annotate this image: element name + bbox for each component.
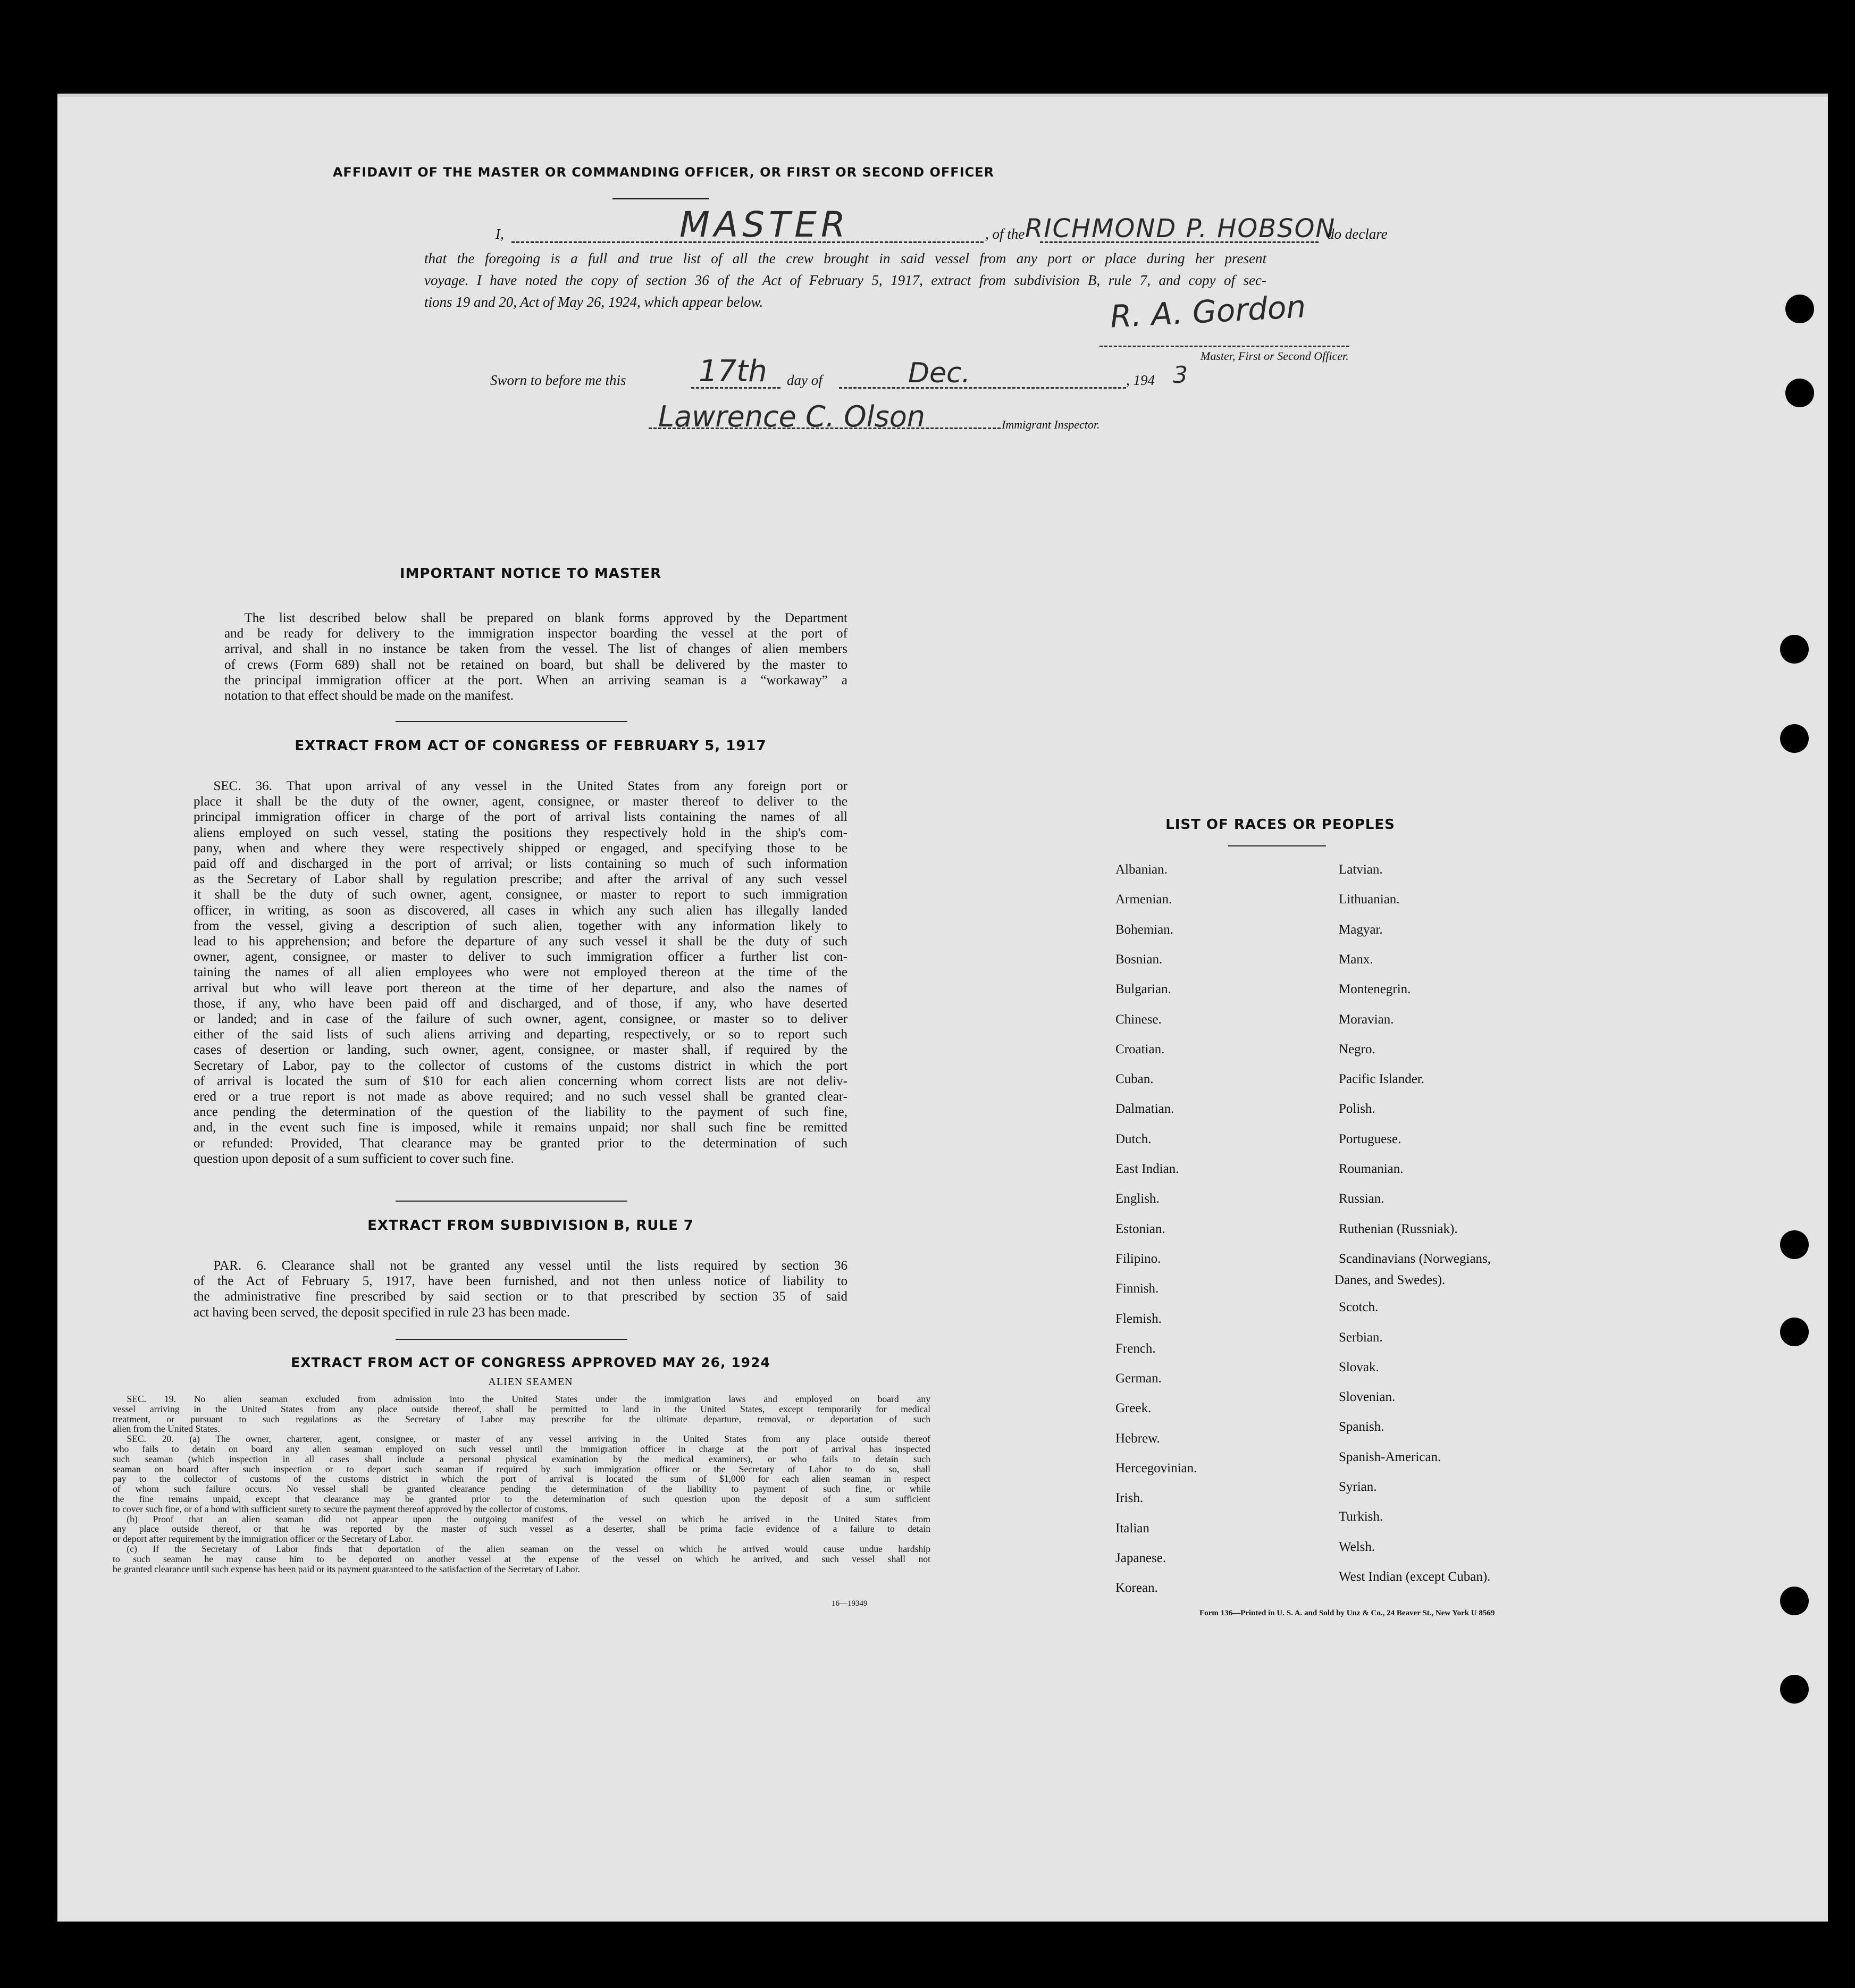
race-item: Welsh. [1339,1540,1375,1554]
race-item: Russian. [1339,1192,1384,1206]
inspector-caption: Immigrant Inspector. [1002,418,1100,431]
text-line: principal immigration officer in charge of the port of arrival lists containing the names of all [194,810,847,825]
form-page [57,94,1828,1922]
notice-title: IMPORTANT NOTICE TO MASTER [399,566,662,582]
race-item: Italian [1115,1521,1149,1536]
race-item: Latvian. [1339,862,1383,877]
text-line: act having been served, the deposit specified in rule 23 has been made. [194,1305,570,1320]
text-line: such seaman (which inspection in all cases shall include a personal physical examination by the medical examiners), or who fails to detain such [113,1454,930,1464]
divider-2 [396,1201,627,1202]
extract-1924-title: EXTRACT FROM ACT OF CONGRESS APPROVED MAY 26, 1924 [291,1355,770,1370]
text-line: the fine remains unpaid, except that clearance may be granted prior to the determination of such question upon the deposit of a sum sufficient [113,1494,930,1504]
extract-1924-body [113,1394,930,1574]
text-line: those, if any, who have been paid off and discharged, and of those, if any, who have deserted [194,996,847,1011]
text-line: The list described below shall be prepared on blank forms approved by the Department [244,611,847,625]
race-item: German. [1115,1371,1162,1386]
text-line: and, in the event such fine is imposed, while it remains unpaid; nor shall such fine be remitted [194,1120,847,1135]
race-item: Pacific Islander. [1339,1072,1425,1086]
punch-hole [1780,724,1809,753]
race-item: Bohemian. [1115,922,1174,937]
form-code: 16—19349 [832,1599,868,1608]
text-line: question upon deposit of a sum sufficient to cover such fine. [194,1151,514,1166]
master-signature: R. A. Gordon [1109,288,1307,335]
race-item: Negro. [1339,1042,1375,1056]
signature-caption: Master, First or Second Officer. [1201,349,1349,363]
race-item: Chinese. [1115,1012,1162,1027]
text-line: and be ready for delivery to the immigration inspector boarding the vessel at the port of [224,626,847,641]
text-line: of whom such failure occurs. No vessel shall be granted clearance pending the determination of the liability to payment of such fine, or while [113,1484,930,1494]
text-line: lead to his apprehension; and before the departure of any such vessel it shall be the duty of such [194,934,847,949]
text-line: seaman on board after such inspection or to deport such seaman if required by such immigration officer or the Secretary of Labor to do so, shall [113,1464,930,1474]
text-line: vessel arriving in the United States from any place outside thereof, shall be permitted to land in the United States, except temporarily for medical [113,1404,930,1414]
title-rule [612,198,709,199]
race-item: English. [1115,1192,1160,1206]
race-item: Hercegovinian. [1115,1461,1197,1475]
race-item: Armenian. [1115,892,1172,907]
extract-1924-subtitle: ALIEN SEAMEN [488,1376,573,1388]
text-line: arrival but who will leave port thereon at the time of her departure, and also the names of [194,980,847,995]
race-item: Montenegrin. [1339,982,1411,996]
text-line: SEC. 20. (a) The owner, charterer, agent, consignee, or master of any vessel arriving in the United States from any place outside thereof [127,1434,930,1444]
text-line: PAR. 6. Clearance shall not be granted any vessel until the lists required by section 36 [213,1259,847,1273]
races-title: LIST OF RACES OR PEOPLES [1165,817,1395,833]
race-item: Portuguese. [1339,1132,1401,1146]
race-item: Japanese. [1115,1551,1166,1565]
of-the-label: , of the [985,226,1025,242]
text-line: pany, when and where they were respectively shipped or engaged, and specifying those to be [194,841,847,855]
race-item: Manx. [1339,952,1373,967]
races-title-rule [1228,845,1326,846]
text-line: (b) Proof that an alien seaman did not appear upon the outgoing manifest of the vessel on which he arrived in the United States from [127,1514,930,1524]
text-line: of the Act of February 5, 1917, have been furnished, and not then unless notice of liability to [194,1274,847,1289]
punch-hole [1780,1318,1809,1346]
affidavit-body-1: that the foregoing is a full and true list of all the crew brought in said vessel from any port or place during her present [424,250,1266,266]
text-line: to cover such fine, or of a bond with sufficient surety to secure the payment thereof approved by the collector of customs. [113,1504,568,1514]
inspector-signature: Lawrence C. Olson [658,400,926,433]
text-line: or deport after requirement by the immigration officer or the Secretary of Labor. [113,1534,413,1544]
month-handwritten: Dec. [908,357,971,389]
text-line: treatment, or pursuant to such regulations as the Secretary of Labor may prescribe for the ultimate departure, removal, or deportation of such [113,1414,930,1424]
text-line: alien from the United States. [113,1424,220,1435]
race-item: Bosnian. [1115,952,1163,967]
race-item: Ruthenian (Russniak). [1339,1222,1458,1236]
signature-line [1099,346,1349,347]
punch-hole [1780,1675,1809,1704]
text-line: to such seaman he may cause him to be deported on another vessel at the expense of the vessel on which he arrived, and such vessel shall not [113,1554,930,1564]
text-line: the administrative fine prescribed by said section or to that prescribed by section 35 of said [194,1289,847,1304]
race-item: Irish. [1115,1491,1144,1505]
text-line: or landed; and in case of the failure of such owner, agent, consignee, or master so to deliver [194,1012,847,1027]
vessel-handwritten: RICHMOND P. HOBSON [1025,214,1336,244]
text-line: or refunded: Provided, That clearance may be granted prior to the determination of such [194,1136,847,1151]
text-line: it shall be the duty of such owner, agent, consignee, or master to report to such immigration [194,887,847,902]
race-item: Bulgarian. [1115,982,1171,996]
race-item: Greek. [1115,1401,1152,1415]
text-line: aliens employed on such vessel, stating the positions they respectively hold in the ship's com- [194,825,847,840]
divider-1 [396,721,627,722]
race-item: Slovenian. [1339,1390,1396,1404]
sworn-label: Sworn to before me this [490,372,626,388]
text-line: SEC. 36. That upon arrival of any vessel in the United States from any foreign port or [213,779,847,793]
text-line: either of the said lists of such aliens arriving and departing, respectively, or so to report such [194,1027,847,1042]
race-item: Scandinavians (Norwegians, [1339,1252,1491,1266]
race-item: Finnish. [1115,1281,1159,1296]
text-line: taining the names of all alien employees who were not employed thereon at the time of the [194,965,847,980]
race-item: Spanish-American. [1339,1450,1441,1464]
race-item: Cuban. [1115,1072,1154,1086]
text-line: ance pending the determination of the question of the liability to the payment of such fine, [194,1105,847,1120]
text-line: SEC. 19. No alien seaman excluded from admission into the United States under the immigration laws and employed on board any [127,1394,930,1404]
rank-handwritten: MASTER [679,204,850,245]
text-line: owner, agent, consignee, or master to deliver to such immigration officer a further list con- [194,950,847,964]
text-line: be granted clearance until such expense has been paid or its payment guaranteed to the satisfaction of the Secretary of Labor. [113,1564,580,1574]
race-item: West Indian (except Cuban). [1339,1570,1491,1584]
text-line: the principal immigration officer at the port. When an arriving seaman is a “workaway” a [224,673,847,687]
race-item: Hebrew. [1115,1431,1160,1446]
race-item: Spanish. [1339,1420,1384,1434]
race-item: Moravian. [1339,1012,1394,1027]
text-line: who fails to detain on board any alien seaman employed on such vessel until the immigration officer in charge at the port of arrival has inspected [113,1444,930,1454]
race-item: French. [1115,1341,1156,1356]
text-line: officer, in writing, as soon as discovered, all cases in which any such alien has illegally landed [194,903,847,918]
text-line: Secretary of Labor, pay to the collector of customs of the customs district in which the port [194,1058,847,1073]
race-item: Serbian. [1339,1330,1383,1345]
race-item: Roumanian. [1339,1162,1404,1176]
punch-hole [1780,635,1809,664]
race-item: East Indian. [1115,1162,1179,1176]
race-item: Polish. [1339,1102,1375,1116]
race-item: Flemish. [1115,1312,1162,1326]
text-line: paid off and discharged in the port of arrival; or lists containing so much of such information [194,857,847,871]
race-item: Syrian. [1339,1480,1377,1494]
extract-1917-body [194,778,847,1167]
race-item: Scotch. [1339,1300,1379,1314]
printer-footer: Form 136—Printed in U. S. A. and Sold by Unz & Co., 24 Beaver St., New York U 8569 [1199,1609,1495,1617]
affidavit-body-2: voyage. I have noted the copy of section 36 of the Act of February 5, 1917, extract from subdivision B, rule 7, and copy of sec- [424,272,1266,288]
race-item: Albanian. [1115,862,1168,877]
affidavit-title: AFFIDAVIT OF THE MASTER OR COMMANDING OFFICER, OR FIRST OR SECOND OFFICER [332,165,995,180]
day-handwritten: 17th [699,354,767,389]
text-line: arrival, and shall in no instance be taken from the vessel. The list of changes of alien members [224,642,847,657]
text-line: of crews (Form 689) shall not be retained on board, but shall be delivered by the master to [224,657,847,672]
do-declare-label: do declare [1327,226,1388,242]
divider-3 [396,1339,627,1340]
race-item: Estonian. [1115,1222,1165,1236]
race-item: Croatian. [1115,1042,1165,1056]
rule7-title: EXTRACT FROM SUBDIVISION B, RULE 7 [367,1218,694,1234]
text-line: ered or a true report is not made as above required; and no such vessel shall be granted clear- [194,1089,847,1104]
punch-hole [1785,379,1814,407]
rule7-body [194,1258,847,1320]
race-item: Dutch. [1115,1132,1152,1146]
year-prefix: , 194 [1126,372,1155,388]
text-line: pay to the collector of customs of the customs district in which the port of arrival is located the sum of $1,000 for each alien seaman in respect [113,1474,930,1484]
affidavit-i-label: I, [496,226,504,242]
punch-hole [1785,295,1814,323]
text-line: place it shall be the duty of the owner, agent, consignee, or master thereof to deliver to the [194,794,847,809]
text-line: cases of desertion or landing, such owner, agent, consignee, or master shall, if required by the [194,1043,847,1058]
race-item: Magyar. [1339,922,1383,937]
notice-body [224,610,847,703]
race-item: Slovak. [1339,1360,1379,1374]
extract-1917-title: EXTRACT FROM ACT OF CONGRESS OF FEBRUARY 5, 1917 [295,738,767,754]
day-of-label: day of [787,372,822,388]
text-line: of arrival is located the sum of $10 for each alien concerning whom correct lists are not deliv- [194,1073,847,1088]
month-line [839,387,1126,389]
race-item: Korean. [1115,1581,1158,1595]
text-line: (c) If the Secretary of Labor finds that deportation of the alien seaman on the vessel on which he arrived would cause undue hardship [127,1544,930,1554]
punch-hole [1780,1230,1809,1259]
race-item: Filipino. [1115,1252,1161,1266]
punch-hole [1780,1587,1809,1615]
text-line: as the Secretary of Labor shall by regulation prescribe; and after the arrival of any such vessel [194,872,847,887]
affidavit-body-3: tions 19 and 20, Act of May 26, 1924, which appear below. [424,294,763,310]
text-line: notation to that effect should be made on the manifest. [224,689,514,703]
race-item: Lithuanian. [1339,892,1400,907]
race-item: Turkish. [1339,1509,1383,1524]
year-handwritten: 3 [1173,362,1188,389]
text-line: any place outside thereof, or that he was reported by the master of such vessel as a deserter, shall be prima facie evidence of a failure to detain [113,1524,930,1534]
text-line: from the vessel, giving a description of such alien, together with any information likely to [194,918,847,933]
race-scandinavian-cont: Danes, and Swedes). [1334,1273,1446,1287]
race-item: Dalmatian. [1115,1102,1174,1116]
